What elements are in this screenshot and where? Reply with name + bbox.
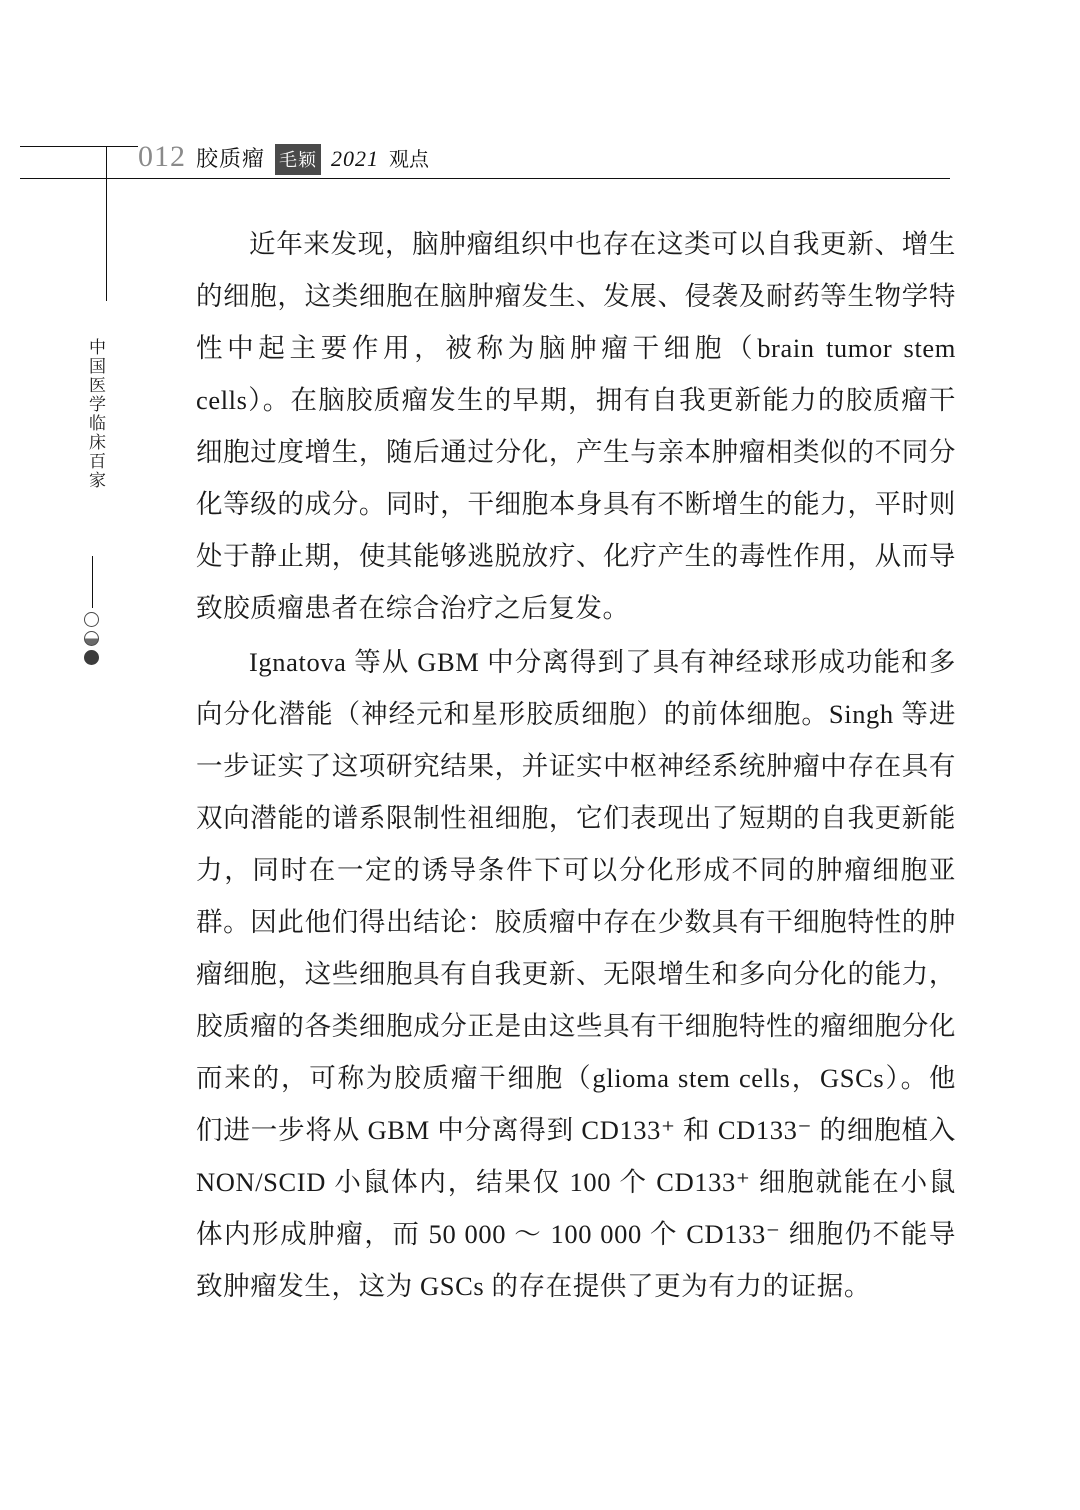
header-rule-vertical	[106, 146, 107, 301]
running-head	[138, 140, 429, 175]
paragraph: Ignatova 等从 GBM 中分离得到了具有神经球形成功能和多向分化潜能（神经元和星形胶质细胞）的前体细胞。Singh 等进一步证实了这项研究结果，并证实中枢神经系统肿瘤中存在具有双向潜能的谱系限制性祖细胞，它们表现出了短期的自我更新能力，同时在一定的诱导条件下可以分化形成不同的肿瘤细胞亚群。因此他们得出结论：胶质瘤中存在少数具有干细胞特性的肿瘤细胞，这些细胞具有自我更新、无限增生和多向分化的能力，胶质瘤的各类细胞成分正是由这些具有干细胞特性的瘤细胞分化而来的，可称为胶质瘤干细胞（glioma stem cells，GSCs）。他们进一步将从 GBM 中分离得到 CD133⁺ 和 CD133⁻ 的细胞植入 NON/SCID 小鼠体内，结果仅 100 个 CD133⁺ 细胞就能在小鼠体内形成肿瘤，而 50 000 ～ 100 000 个 CD133⁻ 细胞仍不能导致肿瘤发生，这为 GSCs 的存在提供了更为有力的证据。	[196, 647, 957, 1301]
body-text	[196, 218, 956, 1314]
edition-year: 2021	[331, 146, 380, 171]
dot-full-icon	[84, 650, 99, 665]
dot-open-icon	[84, 612, 99, 627]
book-title: 胶质瘤	[196, 146, 266, 171]
header-rule-long	[20, 178, 950, 179]
author-badge: 毛颖	[275, 144, 321, 175]
header-rule-short	[20, 146, 138, 147]
series-rule	[92, 556, 93, 608]
paragraph: 近年来发现，脑肿瘤组织中也存在这类可以自我更新、增生的细胞，这类细胞在脑肿瘤发生、发展、侵袭及耐药等生物学特性中起主要作用，被称为脑肿瘤干细胞（brain tumor stem cells）。在脑胶质瘤发生的早期，拥有自我更新能力的胶质瘤干细胞过度增生，随后通过分化，产生与亲本肿瘤相类似的不同分化等级的成分。同时，干细胞本身具有不断增生的能力，平时则处于静止期，使其能够逃脱放疗、化疗产生的毒性作用，从而导致胶质瘤患者在综合治疗之后复发。	[196, 229, 956, 623]
dot-half-icon	[84, 631, 99, 646]
edition-suffix: 观点	[389, 149, 430, 171]
series-dots	[84, 612, 102, 669]
page-number: 012	[138, 140, 186, 173]
series-label: 中国医学临床百家	[86, 338, 105, 490]
